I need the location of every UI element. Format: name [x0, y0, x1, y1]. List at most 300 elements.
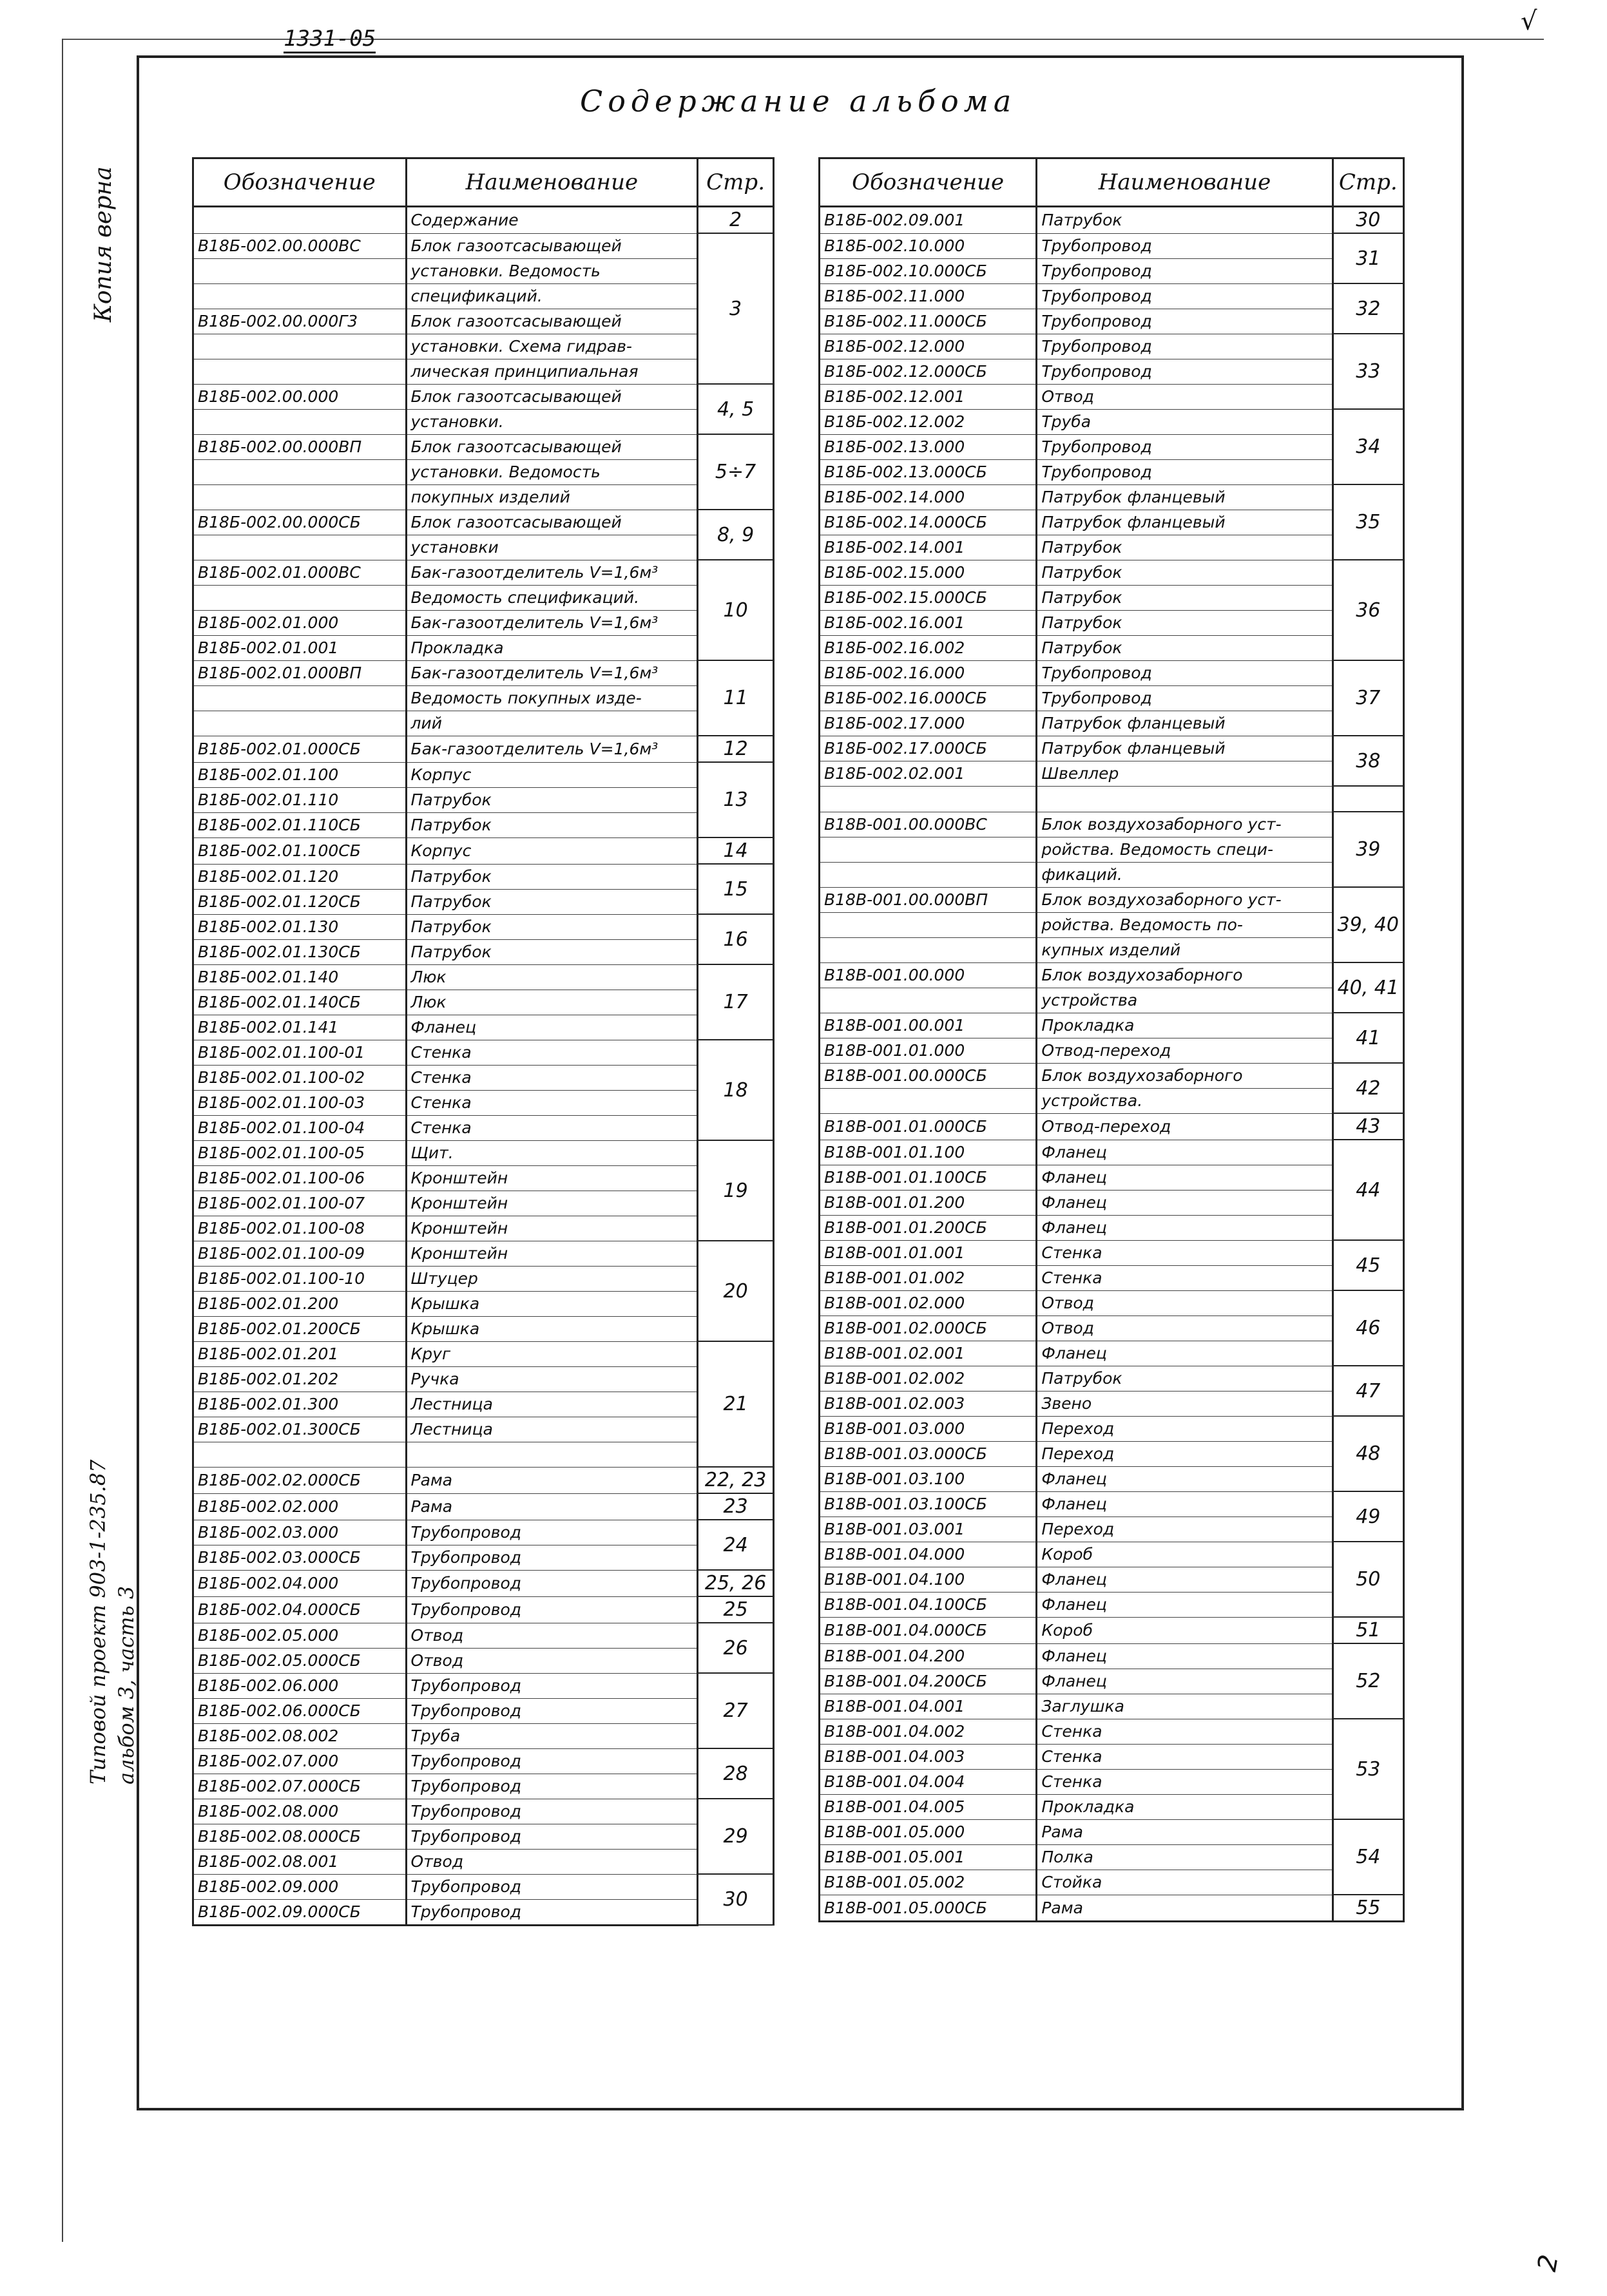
item-page: 16: [698, 914, 774, 964]
item-code: В18Б-002.11.000СБ: [820, 309, 1037, 334]
item-page: 8, 9: [698, 510, 774, 560]
item-name: Стенка: [406, 1115, 698, 1140]
table-row: [820, 560, 1404, 585]
item-code: В18В-001.01.000: [820, 1038, 1037, 1063]
item-code: В18Б-002.01.000ВС: [193, 560, 407, 585]
item-name: ройства. Ведомость специ-: [1037, 837, 1333, 862]
table-row: [193, 837, 774, 864]
table-row: [193, 1799, 774, 1824]
table-row: [820, 1466, 1404, 1491]
item-name: Отвод: [406, 1648, 698, 1673]
table-row: [820, 1088, 1404, 1113]
item-code: В18Б-002.05.000СБ: [193, 1648, 407, 1673]
item-code: В18Б-002.09.001: [820, 207, 1037, 234]
table-row: [820, 812, 1404, 837]
table-row: [820, 736, 1404, 761]
table-row: [820, 1391, 1404, 1416]
item-code: В18В-001.04.001: [820, 1694, 1037, 1719]
table-row: [193, 1442, 774, 1467]
item-name: Стенка: [406, 1065, 698, 1090]
table-row: [820, 761, 1404, 786]
table-row: [820, 409, 1404, 434]
item-code: В18Б-002.08.001: [193, 1849, 407, 1874]
table-row: [193, 1698, 774, 1723]
header-code: Обозначение: [193, 158, 407, 207]
header-page: Стр.: [698, 158, 774, 207]
item-name: установки. Ведомость: [406, 459, 698, 484]
item-name: Трубопровод: [1037, 309, 1333, 334]
item-code: В18В-001.04.000: [820, 1542, 1037, 1567]
item-code: В18Б-002.01.001: [193, 635, 407, 660]
item-code: В18Б-002.15.000СБ: [820, 585, 1037, 610]
table-row: [820, 1140, 1404, 1165]
item-code: В18Б-002.10.000: [820, 233, 1037, 258]
item-name: Стенка: [406, 1090, 698, 1115]
item-name: Фланец: [1037, 1466, 1333, 1491]
item-code: В18Б-002.01.110СБ: [193, 812, 407, 837]
item-code: В18Б-002.07.000СБ: [193, 1774, 407, 1799]
item-code: В18В-001.04.000СБ: [820, 1617, 1037, 1643]
table-row: [820, 1819, 1404, 1844]
table-row: [820, 309, 1404, 334]
item-code: В18Б-002.16.001: [820, 610, 1037, 635]
item-page: 33: [1333, 334, 1403, 409]
item-code: В18Б-002.14.000: [820, 484, 1037, 510]
table-row: [193, 1545, 774, 1570]
item-code: [193, 711, 407, 736]
item-code: В18Б-002.01.100-08: [193, 1216, 407, 1241]
item-name: Фланец: [1037, 1643, 1333, 1669]
table-row: [193, 864, 774, 889]
item-name: Рама: [1037, 1819, 1333, 1844]
table-row: [820, 912, 1404, 937]
item-code: В18В-001.05.001: [820, 1844, 1037, 1870]
item-page: 48: [1333, 1416, 1403, 1491]
table-row: [193, 1241, 774, 1266]
item-code: [193, 359, 407, 384]
item-code: В18Б-002.00.000ВС: [193, 233, 407, 258]
header-page: Стр.: [1333, 158, 1403, 207]
item-code: [820, 912, 1037, 937]
item-code: В18Б-002.08.000СБ: [193, 1824, 407, 1849]
item-name: Патрубок фланцевый: [1037, 736, 1333, 761]
table-row: [193, 1824, 774, 1849]
item-code: В18Б-002.03.000: [193, 1520, 407, 1545]
table-row: [820, 1038, 1404, 1063]
item-name: Стенка: [1037, 1769, 1333, 1794]
item-code: В18Б-002.13.000СБ: [820, 459, 1037, 484]
item-page: 18: [698, 1040, 774, 1140]
item-name: Патрубок фланцевый: [1037, 484, 1333, 510]
item-code: В18Б-002.01.200: [193, 1291, 407, 1316]
item-code: В18В-001.04.200СБ: [820, 1669, 1037, 1694]
table-row: [820, 434, 1404, 459]
item-code: [193, 484, 407, 510]
item-name: Трубопровод: [406, 1698, 698, 1723]
table-row: [193, 787, 774, 812]
item-name: Патрубок: [406, 787, 698, 812]
item-name: Люк: [406, 990, 698, 1015]
item-name: Содержание: [406, 207, 698, 234]
item-name: Ручка: [406, 1366, 698, 1392]
table-row: [820, 937, 1404, 962]
item-code: [820, 1088, 1037, 1113]
item-name: Отвод: [1037, 1315, 1333, 1341]
table-row: [820, 1265, 1404, 1290]
item-name: Переход: [1037, 1441, 1333, 1466]
table-row: [820, 1870, 1404, 1895]
item-name: Стенка: [406, 1040, 698, 1065]
item-name: Стенка: [1037, 1240, 1333, 1265]
item-code: В18Б-002.00.000ВП: [193, 434, 407, 459]
project-note: [84, 1460, 140, 1784]
table-row: [193, 736, 774, 762]
table-row: [193, 1774, 774, 1799]
table-row: [193, 585, 774, 610]
item-page: 37: [1333, 660, 1403, 736]
item-name: Блок воздухозаборного уст-: [1037, 887, 1333, 912]
item-name: Бак-газоотделитель V=1,6м³: [406, 560, 698, 585]
item-code: [820, 988, 1037, 1013]
item-code: В18Б-002.01.100: [193, 762, 407, 787]
item-name: спецификаций.: [406, 283, 698, 309]
table-row: [193, 1291, 774, 1316]
item-page: 51: [1333, 1617, 1403, 1643]
table-row: [820, 1366, 1404, 1391]
item-name: Трубопровод: [1037, 258, 1333, 283]
item-name: [1037, 786, 1333, 812]
table-row: [820, 1542, 1404, 1567]
item-code: В18В-001.00.000СБ: [820, 1063, 1037, 1088]
item-code: В18Б-002.12.000: [820, 334, 1037, 359]
item-code: [193, 685, 407, 711]
table-row: [193, 990, 774, 1015]
item-code: В18Б-002.01.140СБ: [193, 990, 407, 1015]
item-code: [193, 409, 407, 434]
item-page: 3: [698, 233, 774, 384]
item-code: В18Б-002.00.000: [193, 384, 407, 409]
item-code: В18Б-002.01.141: [193, 1015, 407, 1040]
item-name: Трубопровод: [1037, 334, 1333, 359]
item-code: В18Б-002.04.000СБ: [193, 1596, 407, 1623]
item-name: Фланец: [1037, 1165, 1333, 1190]
project-note-line2: альбом 3, часть 3: [114, 1585, 139, 1784]
table-row: [820, 1113, 1404, 1140]
table-row: [193, 233, 774, 258]
item-name: Полка: [1037, 1844, 1333, 1870]
item-code: В18Б-002.17.000СБ: [820, 736, 1037, 761]
item-code: [193, 283, 407, 309]
item-page: 36: [1333, 560, 1403, 660]
header-name: Наименование: [406, 158, 698, 207]
item-code: [820, 862, 1037, 887]
item-name: фикаций.: [1037, 862, 1333, 887]
item-name: Кронштейн: [406, 1216, 698, 1241]
item-name: Блок газоотсасывающей: [406, 309, 698, 334]
item-name: Лестница: [406, 1417, 698, 1442]
item-name: Короб: [1037, 1617, 1333, 1643]
item-name: Щит.: [406, 1140, 698, 1165]
item-code: [193, 1442, 407, 1467]
item-code: В18Б-002.13.000: [820, 434, 1037, 459]
table-row: [820, 334, 1404, 359]
item-name: Отвод: [1037, 1290, 1333, 1315]
item-page: 42: [1333, 1063, 1403, 1113]
table-row: [193, 1623, 774, 1648]
item-code: В18Б-002.01.201: [193, 1341, 407, 1366]
item-code: В18В-001.05.002: [820, 1870, 1037, 1895]
item-name: Блок воздухозаборного уст-: [1037, 812, 1333, 837]
item-name: Патрубок: [1037, 1366, 1333, 1391]
item-name: Штуцер: [406, 1266, 698, 1291]
table-row: [193, 1723, 774, 1748]
table-row: [193, 384, 774, 409]
item-name: Труба: [1037, 409, 1333, 434]
item-page: 43: [1333, 1113, 1403, 1140]
item-code: В18Б-002.12.001: [820, 384, 1037, 409]
item-code: В18В-001.05.000СБ: [820, 1895, 1037, 1922]
item-name: Крышка: [406, 1291, 698, 1316]
table-row: [820, 786, 1404, 812]
item-code: В18Б-002.01.200СБ: [193, 1316, 407, 1341]
item-code: [193, 258, 407, 283]
item-code: В18В-001.03.001: [820, 1516, 1037, 1542]
item-name: Стойка: [1037, 1870, 1333, 1895]
item-name: Трубопровод: [406, 1596, 698, 1623]
item-code: В18В-001.02.002: [820, 1366, 1037, 1391]
table-row: [193, 1417, 774, 1442]
table-row: [193, 1392, 774, 1417]
table-row: [193, 939, 774, 964]
table-row: [820, 283, 1404, 309]
page-title: Содержание альбома: [580, 84, 1017, 119]
item-name: Трубопровод: [406, 1774, 698, 1799]
item-name: Патрубок: [406, 939, 698, 964]
item-page: 39, 40: [1333, 887, 1403, 962]
table-row: [820, 1290, 1404, 1315]
checkmark-icon: √: [1521, 6, 1537, 36]
item-name: Фланец: [1037, 1669, 1333, 1694]
left-contents-table: [192, 157, 775, 1926]
document-code: 1331-05: [284, 26, 376, 53]
item-name: Отвод-переход: [1037, 1038, 1333, 1063]
table-row: [193, 711, 774, 736]
item-code: В18В-001.03.100: [820, 1466, 1037, 1491]
item-name: Трубопровод: [406, 1673, 698, 1698]
item-name: Трубопровод: [1037, 359, 1333, 384]
item-name: Блок газоотсасывающей: [406, 510, 698, 535]
item-page: 45: [1333, 1240, 1403, 1290]
item-code: В18В-001.02.001: [820, 1341, 1037, 1366]
item-name: Прокладка: [406, 635, 698, 660]
item-code: В18Б-002.01.000: [193, 610, 407, 635]
item-name: купных изделий: [1037, 937, 1333, 962]
item-code: В18В-001.04.003: [820, 1744, 1037, 1769]
item-code: В18Б-002.10.000СБ: [820, 258, 1037, 283]
table-row: [820, 1694, 1404, 1719]
item-page: 53: [1333, 1719, 1403, 1819]
item-name: лическая принципиальная: [406, 359, 698, 384]
item-code: В18Б-002.01.130СБ: [193, 939, 407, 964]
item-name: Патрубок: [1037, 207, 1333, 234]
item-code: В18В-001.04.200: [820, 1643, 1037, 1669]
item-name: Патрубок: [406, 812, 698, 837]
item-page: 29: [698, 1799, 774, 1874]
table-row: [193, 434, 774, 459]
table-row: [193, 1040, 774, 1065]
item-code: В18В-001.01.200: [820, 1190, 1037, 1215]
table-row: [193, 409, 774, 434]
table-row: [193, 1899, 774, 1925]
item-name: Кронштейн: [406, 1191, 698, 1216]
item-page: 4, 5: [698, 384, 774, 434]
item-page: 46: [1333, 1290, 1403, 1366]
header-name: Наименование: [1037, 158, 1333, 207]
item-code: В18Б-002.09.000: [193, 1874, 407, 1899]
table-row: [193, 1874, 774, 1899]
item-page: 38: [1333, 736, 1403, 786]
item-name: Фланец: [1037, 1341, 1333, 1366]
item-page: 27: [698, 1673, 774, 1748]
item-name: Патрубок фланцевый: [1037, 510, 1333, 535]
item-name: Трубопровод: [406, 1520, 698, 1545]
table-row: [820, 685, 1404, 711]
table-row: [820, 1643, 1404, 1669]
item-code: В18В-001.01.002: [820, 1265, 1037, 1290]
item-code: В18Б-002.01.110: [193, 787, 407, 812]
table-row: [193, 1216, 774, 1241]
item-code: В18Б-002.16.000: [820, 660, 1037, 685]
item-code: В18Б-002.07.000: [193, 1748, 407, 1774]
item-code: В18В-001.04.002: [820, 1719, 1037, 1744]
item-code: В18Б-002.04.000: [193, 1570, 407, 1596]
item-page: 5÷7: [698, 434, 774, 510]
item-page: 17: [698, 964, 774, 1040]
table-row: [193, 1493, 774, 1520]
table-row: [193, 1341, 774, 1366]
table-row: [193, 484, 774, 510]
item-name: Переход: [1037, 1416, 1333, 1441]
table-row: [193, 359, 774, 384]
project-note-line1: Типовой проект 903-1-235.87: [86, 1459, 110, 1784]
item-page: 19: [698, 1140, 774, 1241]
item-name: Стенка: [1037, 1744, 1333, 1769]
table-row: [820, 384, 1404, 409]
table-row: [820, 1491, 1404, 1516]
item-name: Заглушка: [1037, 1694, 1333, 1719]
item-code: В18В-001.01.001: [820, 1240, 1037, 1265]
table-row: [193, 1596, 774, 1623]
item-name: установки.: [406, 409, 698, 434]
item-code: В18Б-002.01.300СБ: [193, 1417, 407, 1442]
item-name: Рама: [1037, 1895, 1333, 1922]
item-page: 11: [698, 660, 774, 736]
item-code: В18Б-002.08.000: [193, 1799, 407, 1824]
item-page: 12: [698, 736, 774, 762]
table-row: [193, 1467, 774, 1493]
item-name: Стенка: [1037, 1719, 1333, 1744]
item-page: 35: [1333, 484, 1403, 560]
item-page: 15: [698, 864, 774, 914]
item-name: Фланец: [1037, 1190, 1333, 1215]
item-code: В18В-001.03.000: [820, 1416, 1037, 1441]
table-row: [193, 1065, 774, 1090]
table-row: [820, 1592, 1404, 1617]
item-page: 41: [1333, 1013, 1403, 1063]
item-code: В18Б-002.05.000: [193, 1623, 407, 1648]
item-page: [1333, 786, 1403, 812]
table-row: [193, 334, 774, 359]
right-contents-table: [818, 157, 1405, 1922]
item-code: В18В-001.05.000: [820, 1819, 1037, 1844]
item-page: 21: [698, 1341, 774, 1467]
item-name: Блок газоотсасывающей: [406, 233, 698, 258]
item-name: Люк: [406, 964, 698, 990]
table-row: [820, 837, 1404, 862]
table-row: [820, 711, 1404, 736]
item-name: ройства. Ведомость по-: [1037, 912, 1333, 937]
table-row: [193, 1165, 774, 1191]
table-row: [193, 560, 774, 585]
item-name: Патрубок: [1037, 535, 1333, 560]
item-code: В18Б-002.01.100-06: [193, 1165, 407, 1191]
item-name: Прокладка: [1037, 1794, 1333, 1819]
table-row: [193, 685, 774, 711]
table-row: [820, 1240, 1404, 1265]
item-name: Трубопровод: [1037, 434, 1333, 459]
item-page: 47: [1333, 1366, 1403, 1416]
item-page: 10: [698, 560, 774, 660]
item-code: В18В-001.04.100: [820, 1567, 1037, 1592]
item-page: 55: [1333, 1895, 1403, 1922]
item-code: В18В-001.02.000СБ: [820, 1315, 1037, 1341]
binding-margin-line: [62, 39, 63, 2242]
item-code: В18Б-002.16.002: [820, 635, 1037, 660]
page-number: 2: [1532, 2252, 1564, 2274]
item-name: Трубопровод: [406, 1545, 698, 1570]
item-code: В18Б-002.01.100-09: [193, 1241, 407, 1266]
table-row: [820, 359, 1404, 384]
table-row: [193, 1648, 774, 1673]
item-name: Блок воздухозаборного: [1037, 1063, 1333, 1088]
item-code: В18Б-002.15.000: [820, 560, 1037, 585]
item-name: Патрубок фланцевый: [1037, 711, 1333, 736]
item-name: Отвод: [406, 1623, 698, 1648]
item-code: В18В-001.00.000ВП: [820, 887, 1037, 912]
table-row: [820, 1669, 1404, 1694]
item-name: Трубопровод: [406, 1874, 698, 1899]
item-page: 32: [1333, 283, 1403, 334]
table-row: [193, 1015, 774, 1040]
item-name: Бак-газоотделитель V=1,6м³: [406, 610, 698, 635]
item-name: Фланец: [1037, 1491, 1333, 1516]
item-name: Швеллер: [1037, 761, 1333, 786]
table-row: [820, 233, 1404, 258]
table-row: [193, 535, 774, 560]
item-name: Патрубок: [406, 914, 698, 939]
table-row: [820, 1844, 1404, 1870]
item-code: В18Б-002.01.140: [193, 964, 407, 990]
item-code: В18Б-002.01.100-04: [193, 1115, 407, 1140]
item-name: Крышка: [406, 1316, 698, 1341]
item-name: Трубопровод: [406, 1570, 698, 1596]
item-code: В18В-001.01.100: [820, 1140, 1037, 1165]
table-row: [820, 585, 1404, 610]
item-code: В18Б-002.06.000СБ: [193, 1698, 407, 1723]
item-name: Патрубок: [1037, 635, 1333, 660]
item-name: Патрубок: [406, 864, 698, 889]
item-name: Отвод: [1037, 384, 1333, 409]
